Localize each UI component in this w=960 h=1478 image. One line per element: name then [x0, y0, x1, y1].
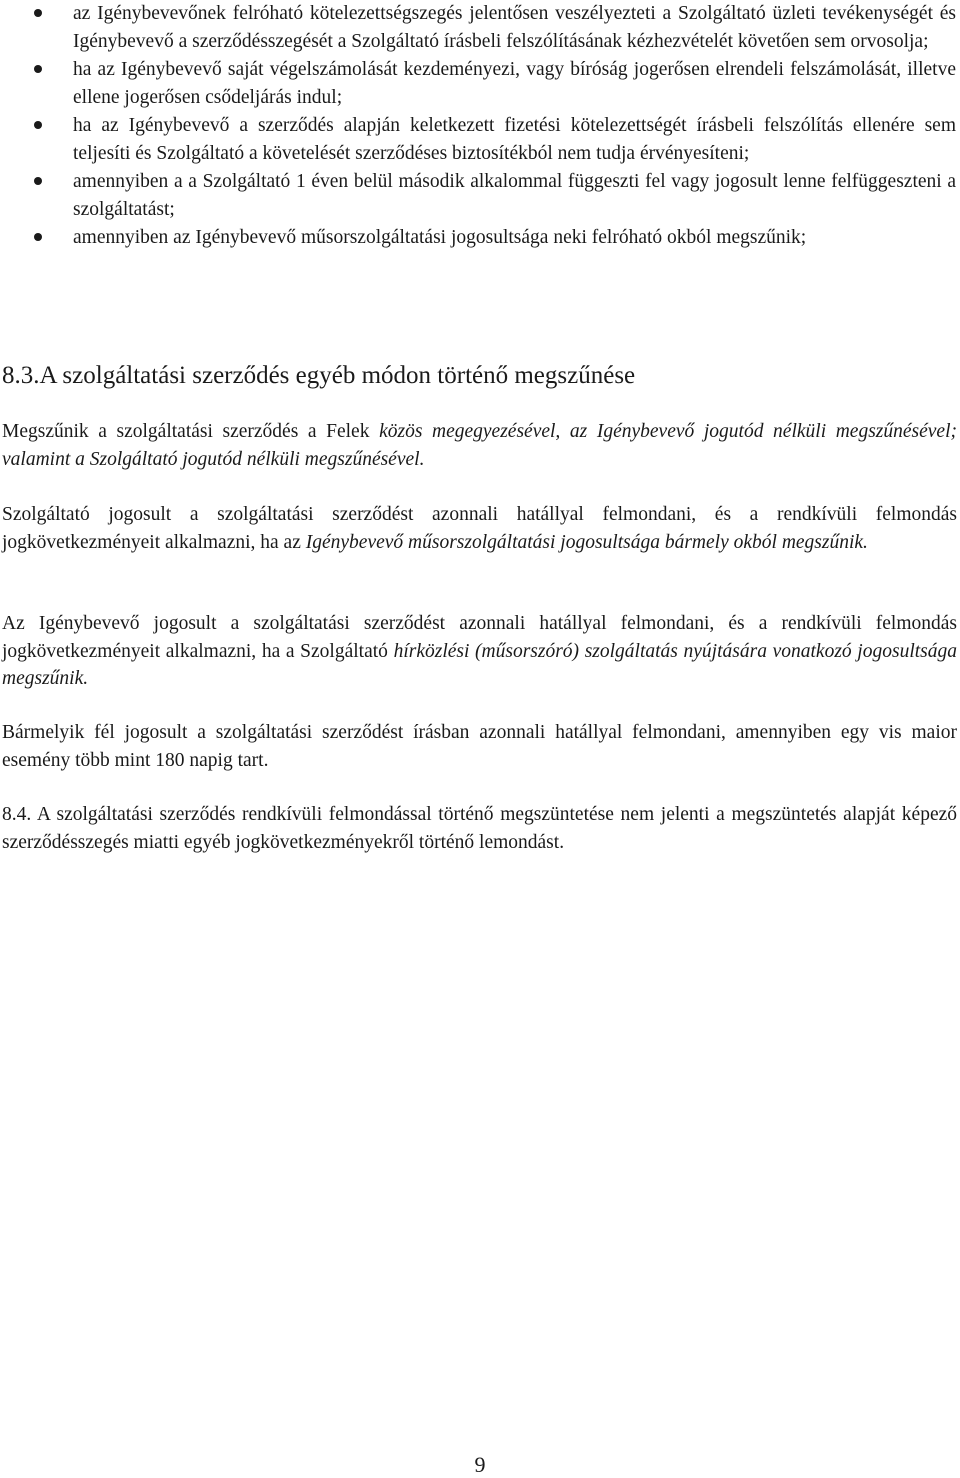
section-heading: 8.3.A szolgáltatási szerződés egyéb módon történő megszűnése	[2, 362, 636, 389]
bullet-icon	[34, 9, 42, 17]
bullet-icon	[34, 121, 42, 129]
page-number: 9	[474, 1452, 486, 1477]
paragraph-emphasis: hírközlési (műsorszóró) szolgáltatás nyújtására vonatkozó jogosultsága megszűnik.	[2, 640, 957, 689]
list-item-text: ha az Igénybevevő saját végelszámolását kezdeményezi, vagy bíróság jogerősen elrendeli felszámolását, illetve ellene jogerősen csődeljárás indul;	[73, 59, 956, 108]
bullet-icon	[34, 233, 42, 241]
paragraph-text: Megszűnik a szolgáltatási szerződés a Felek	[2, 421, 380, 442]
paragraph-mutual-termination	[2, 418, 957, 473]
bullet-icon	[34, 177, 42, 185]
list-item-text: amennyiben a a Szolgáltató 1 éven belül második alkalommal függeszti fel vagy jogosult lenne felfüggeszteni a szolgáltatást;	[73, 171, 956, 220]
list-item	[0, 112, 960, 167]
paragraph-emphasis: Igénybevevő műsorszolgáltatási jogosultsága bármely okból megszűnik.	[305, 531, 868, 553]
list-item	[0, 56, 960, 111]
paragraph-text: Az Igénybevevő jogosult a szolgáltatási szerződést azonnali hatállyal felmondani, és a rendkívüli felmondás jogkövetkezményeit alkalmazni, ha a Szolgáltató	[2, 613, 957, 662]
list-item-text: amennyiben az Igénybevevő műsorszolgáltatási jogosultsága neki felróható okból megszűnik;	[73, 227, 807, 248]
list-item-text: ha az Igénybevevő a szerződés alapján keletkezett fizetési kötelezettségét írásbeli felszólítás ellenére sem teljesíti és Szolgáltató a követelését szerződéses biztosítékból nem tudja érvényesíteni;	[73, 115, 956, 164]
list-item-text: az Igénybevevőnek felróható kötelezettségszegés jelentősen veszélyezteti a Szolgáltató üzleti tevékenységét és Igénybevevő a szerződésszegését a Szolgáltató írásbeli felszólításának kézhezvételét követően sem orvosolja;	[73, 3, 956, 52]
paragraph-section-8-4: 8.4. A szolgáltatási szerződés rendkívüli felmondással történő megszüntetése nem jelenti a megszüntetés alapját képező szerződésszegés miatti egyéb jogkövetkezményekről történő lemondást.	[2, 804, 957, 853]
termination-bullet-list	[0, 0, 960, 252]
paragraph-text: Szolgáltató jogosult a szolgáltatási szerződést azonnali hatállyal felmondani, és a rendkívüli felmondás jogkövetkezményeit alkalmazni, ha az	[2, 504, 957, 553]
list-item	[0, 224, 960, 252]
paragraph-provider-termination	[2, 501, 957, 556]
paragraph-force-majeure: Bármelyik fél jogosult a szolgáltatási szerződést írásban azonnali hatállyal felmondani, amennyiben egy vis maior esemény több mint 180 napig tart.	[2, 722, 957, 771]
list-item	[0, 0, 960, 55]
paragraph-emphasis: közös megegyezésével, az Igénybevevő jogutód nélküli megszűnésével; valamint a Szolgáltató jogutód nélküli megszűnésével.	[2, 421, 958, 470]
paragraph-customer-termination	[2, 610, 957, 693]
list-item	[0, 168, 960, 223]
bullet-icon	[34, 65, 42, 73]
